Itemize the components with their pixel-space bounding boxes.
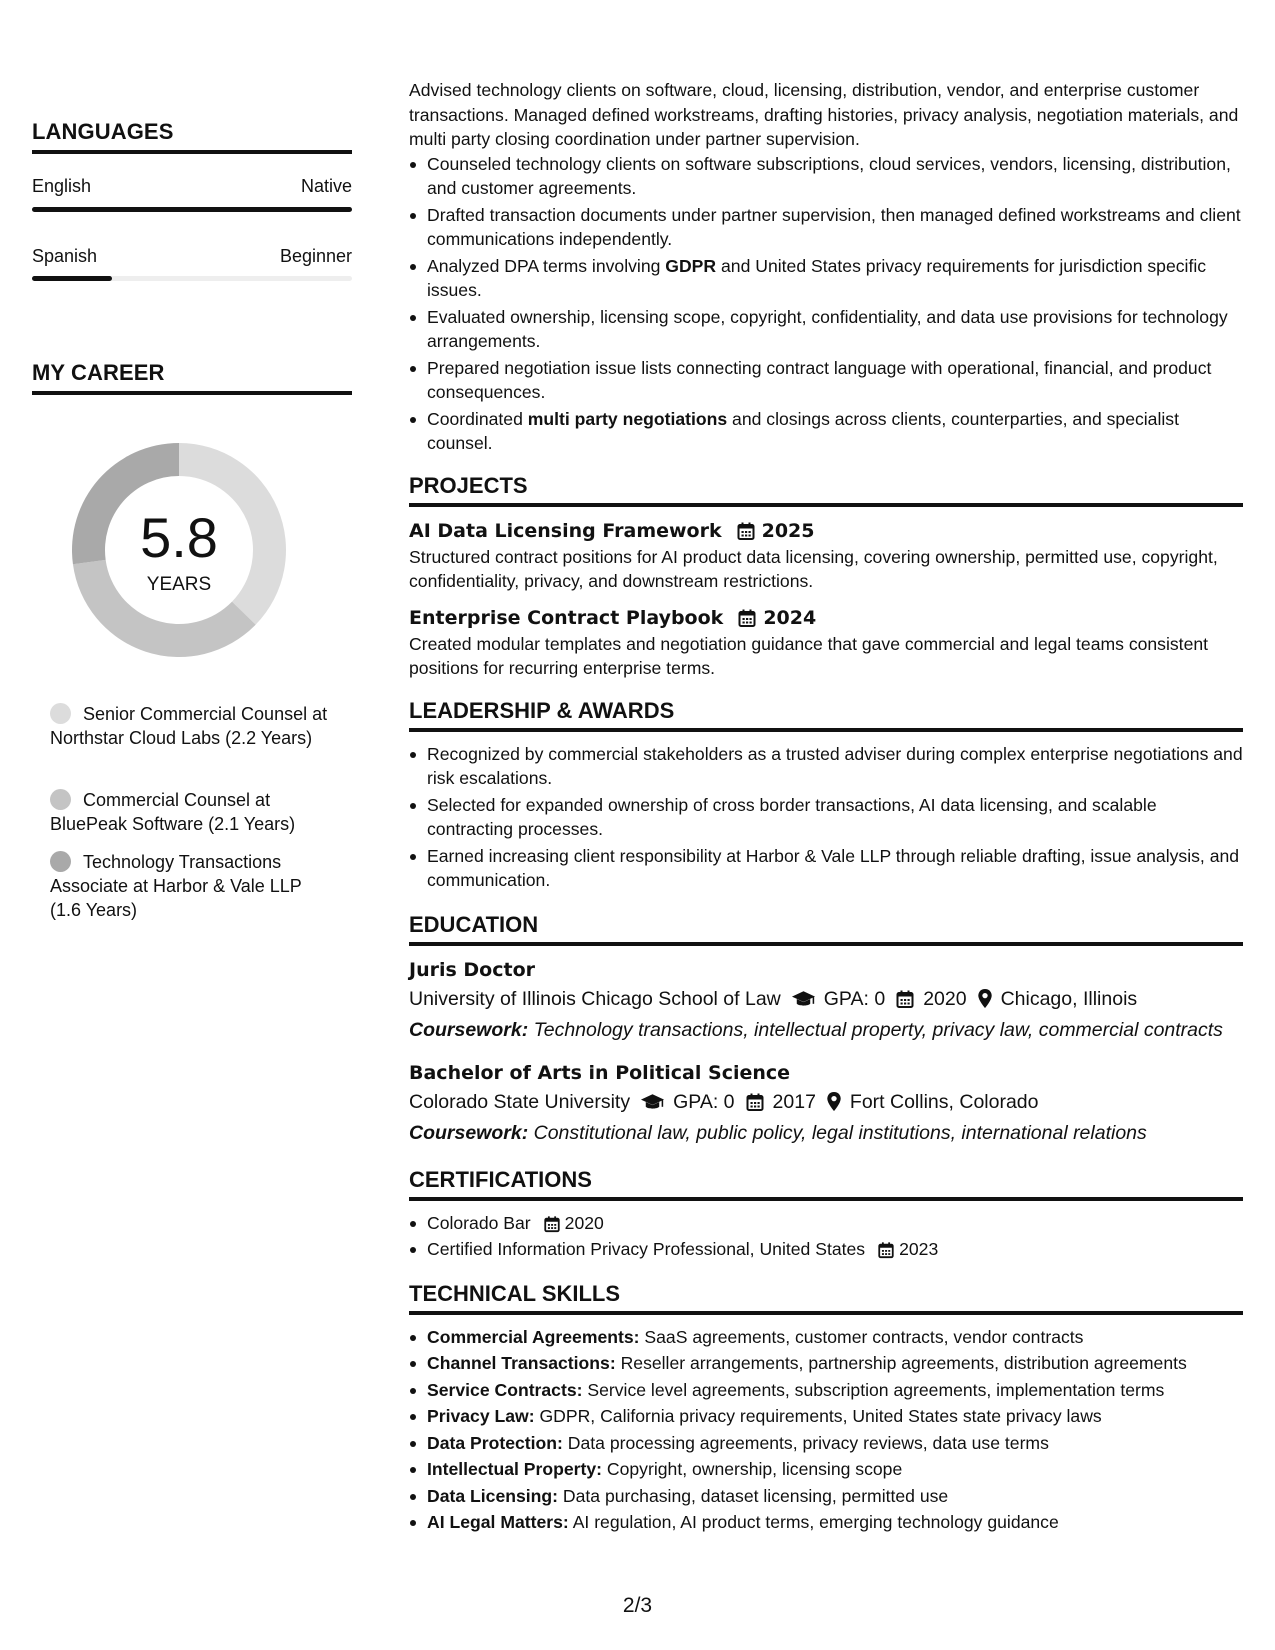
bullet-text: Counseled technology clients on software subscriptions, cloud services, vendors, licensing, distribution, and customer agreements. [427, 153, 1231, 198]
bullet-text: and United States privacy requirements for jurisdiction specific issues. [427, 255, 1207, 300]
experience-bullet [409, 254, 1243, 303]
coursework-text: Technology transactions, intellectual property, privacy law, commercial contracts [533, 1018, 1223, 1041]
education-gpa: GPA: 0 [673, 1090, 735, 1113]
skill-label: Commercial Agreements: [427, 1326, 640, 1347]
skill-label: Data Licensing: [427, 1485, 558, 1506]
experience-summary: Advised technology clients on software, cloud, licensing, distribution, vendor, and enterprise customer transactions. Managed defined workstreams, drafting histories, privacy analysis, negotiation materials, and multi party closing coordination under partner supervision. [409, 80, 1239, 149]
experience-bullet [409, 203, 1243, 252]
leadership-title: LEADERSHIP & AWARDS [409, 697, 675, 723]
projects-divider [409, 503, 1243, 507]
project-name: AI Data Licensing Framework [409, 519, 722, 542]
language-bar-fill [32, 207, 352, 212]
language-level: Beginner [279, 246, 352, 266]
certifications-list [409, 1211, 1243, 1262]
project-header [409, 517, 1243, 545]
location-pin-icon [977, 988, 993, 1009]
experience-bullet [409, 407, 1243, 456]
leadership-item: Selected for expanded ownership of cross border transactions, AI data licensing, and scalable contracting processes. [409, 793, 1243, 842]
project-description: Created modular templates and negotiation guidance that gave commercial and legal teams consistent positions for recurring enterprise terms. [409, 633, 1209, 678]
calendar-icon [745, 1092, 765, 1112]
certifications-title: CERTIFICATIONS [409, 1166, 592, 1192]
legend-label: Technology Transactions Associate at Harbor & Vale LLP (1.6 Years) [50, 852, 302, 920]
language-bar-fill [32, 276, 112, 281]
education-year: 2020 [923, 987, 967, 1010]
skills-list [409, 1325, 1243, 1535]
education-degree: Bachelor of Arts in Political Science [409, 1061, 791, 1084]
certification-year: 2023 [899, 1239, 939, 1259]
skill-value: Service level agreements, subscription agreements, implementation terms [587, 1379, 1165, 1400]
graduation-cap-icon [640, 1092, 665, 1112]
calendar-icon [543, 1215, 561, 1233]
project-year: 2024 [763, 606, 817, 629]
experience-bullet [409, 152, 1243, 201]
skill-value: Data purchasing, dataset licensing, permitted use [562, 1485, 949, 1506]
skill-value: Reseller arrangements, partnership agreements, distribution agreements [620, 1353, 1187, 1373]
legend-label: Commercial Counsel at BluePeak Software (2.1 Years) [50, 790, 296, 834]
skill-label: Service Contracts: [427, 1379, 583, 1400]
language-name: English [32, 176, 92, 196]
graduation-cap-icon [791, 989, 816, 1009]
experience-bullet [409, 356, 1243, 405]
skill-item [409, 1378, 1243, 1403]
education-meta [409, 984, 1243, 1014]
certifications-divider [409, 1197, 1243, 1201]
leadership-item: Recognized by commercial stakeholders as a trusted adviser during complex enterprise negotiations and risk escalations. [409, 742, 1243, 791]
career-legend-item [50, 850, 330, 922]
skill-item [409, 1510, 1243, 1535]
skill-item [409, 1431, 1243, 1456]
career-total-years: 5.8 [140, 506, 218, 569]
languages-title: LANGUAGES [32, 119, 174, 144]
certification-name: Certified Information Privacy Professional, United States [427, 1239, 866, 1259]
education-degree: Juris Doctor [409, 958, 535, 981]
skill-value: GDPR, California privacy requirements, United States state privacy laws [539, 1406, 1102, 1426]
certification-year: 2020 [564, 1212, 604, 1233]
skill-label: Privacy Law: [427, 1406, 535, 1426]
main-content [409, 78, 1243, 1537]
skill-item [409, 1457, 1243, 1482]
calendar-icon [895, 989, 915, 1009]
language-bar-english [32, 207, 352, 212]
calendar-icon [736, 521, 756, 541]
career-legend-item [50, 788, 330, 836]
skills-divider [409, 1311, 1243, 1315]
skill-item [409, 1404, 1243, 1429]
bullet-emphasis: multi party negotiations [527, 408, 728, 429]
education-title: EDUCATION [409, 911, 539, 937]
language-level: Native [300, 176, 352, 196]
skill-item [409, 1325, 1243, 1350]
education-divider [409, 942, 1243, 946]
skill-label: Intellectual Property: [427, 1459, 603, 1479]
calendar-icon [877, 1241, 895, 1259]
skill-item [409, 1351, 1243, 1376]
experience-bullets [409, 152, 1243, 456]
language-name: Spanish [32, 246, 98, 266]
skill-value: AI regulation, AI product terms, emerging technology guidance [572, 1512, 1059, 1532]
certification-name: Colorado Bar [427, 1212, 531, 1233]
coursework-label: Coursework: [409, 1121, 529, 1144]
education-year: 2017 [772, 1090, 816, 1113]
skill-value: SaaS agreements, customer contracts, vendor contracts [644, 1326, 1084, 1347]
education-coursework [409, 1018, 1243, 1043]
career-title: MY CAREER [32, 360, 165, 385]
skill-value: Data processing agreements, privacy reviews, data use terms [567, 1432, 1049, 1453]
bullet-text: Drafted transaction documents under partner supervision, then managed defined workstreams and client communications independently. [427, 204, 1241, 249]
calendar-icon [737, 608, 757, 628]
leadership-list [409, 742, 1243, 893]
skill-item [409, 1484, 1243, 1509]
skill-label: Channel Transactions: [427, 1353, 616, 1373]
bullet-emphasis: GDPR [665, 255, 717, 276]
language-bar-spanish [32, 276, 352, 281]
coursework-label: Coursework: [409, 1018, 529, 1041]
language-row-spanish [32, 246, 352, 267]
legend-swatch [50, 789, 71, 810]
skill-value: Copyright, ownership, licensing scope [606, 1459, 903, 1479]
bullet-text: Analyzed DPA terms involving [427, 255, 666, 276]
coursework-text: Constitutional law, public policy, legal institutions, international relations [533, 1121, 1147, 1144]
bullet-text: Prepared negotiation issue lists connecting contract language with operational, financial, and product consequences. [427, 357, 1212, 402]
project-name: Enterprise Contract Playbook [409, 606, 724, 629]
projects-title: PROJECTS [409, 472, 528, 498]
experience-bullet [409, 305, 1243, 354]
education-coursework [409, 1121, 1243, 1146]
education-meta [409, 1087, 1243, 1117]
project-year: 2025 [761, 519, 815, 542]
legend-label: Senior Commercial Counsel at Northstar Cloud Labs (2.2 Years) [50, 704, 328, 748]
leadership-divider [409, 728, 1243, 732]
education-school: University of Illinois Chicago School of Law [409, 987, 781, 1010]
legend-swatch [50, 703, 71, 724]
skill-label: AI Legal Matters: [427, 1512, 569, 1532]
education-gpa: GPA: 0 [823, 987, 886, 1010]
page-number: 2/3 [622, 1594, 653, 1617]
bullet-text: Evaluated ownership, licensing scope, copyright, confidentiality, and data use provisions for technology arrangements. [427, 306, 1228, 351]
skill-label: Data Protection: [427, 1432, 563, 1453]
certification-item [409, 1237, 1243, 1262]
certification-item [409, 1211, 1243, 1236]
education-location: Chicago, Illinois [1000, 987, 1138, 1010]
skills-title: TECHNICAL SKILLS [409, 1280, 621, 1306]
career-legend-item [50, 702, 330, 750]
career-total-unit: YEARS [146, 574, 212, 595]
bullet-text: and closings across clients, counterparties, and specialist counsel. [427, 408, 1179, 453]
education-location: Fort Collins, Colorado [849, 1090, 1039, 1113]
career-divider [32, 391, 352, 395]
project-description: Structured contract positions for AI product data licensing, covering ownership, permitted use, copyright, confidentiality, privacy, and downstream restrictions. [409, 546, 1218, 591]
education-school: Colorado State University [409, 1090, 631, 1113]
bullet-text: Coordinated [427, 408, 528, 429]
project-header [409, 604, 1243, 632]
language-row-english [32, 176, 352, 197]
leadership-item: Earned increasing client responsibility at Harbor & Vale LLP through reliable drafting, issue analysis, and communication. [409, 844, 1243, 893]
location-pin-icon [826, 1091, 842, 1112]
languages-divider [32, 150, 352, 154]
legend-swatch [50, 851, 71, 872]
